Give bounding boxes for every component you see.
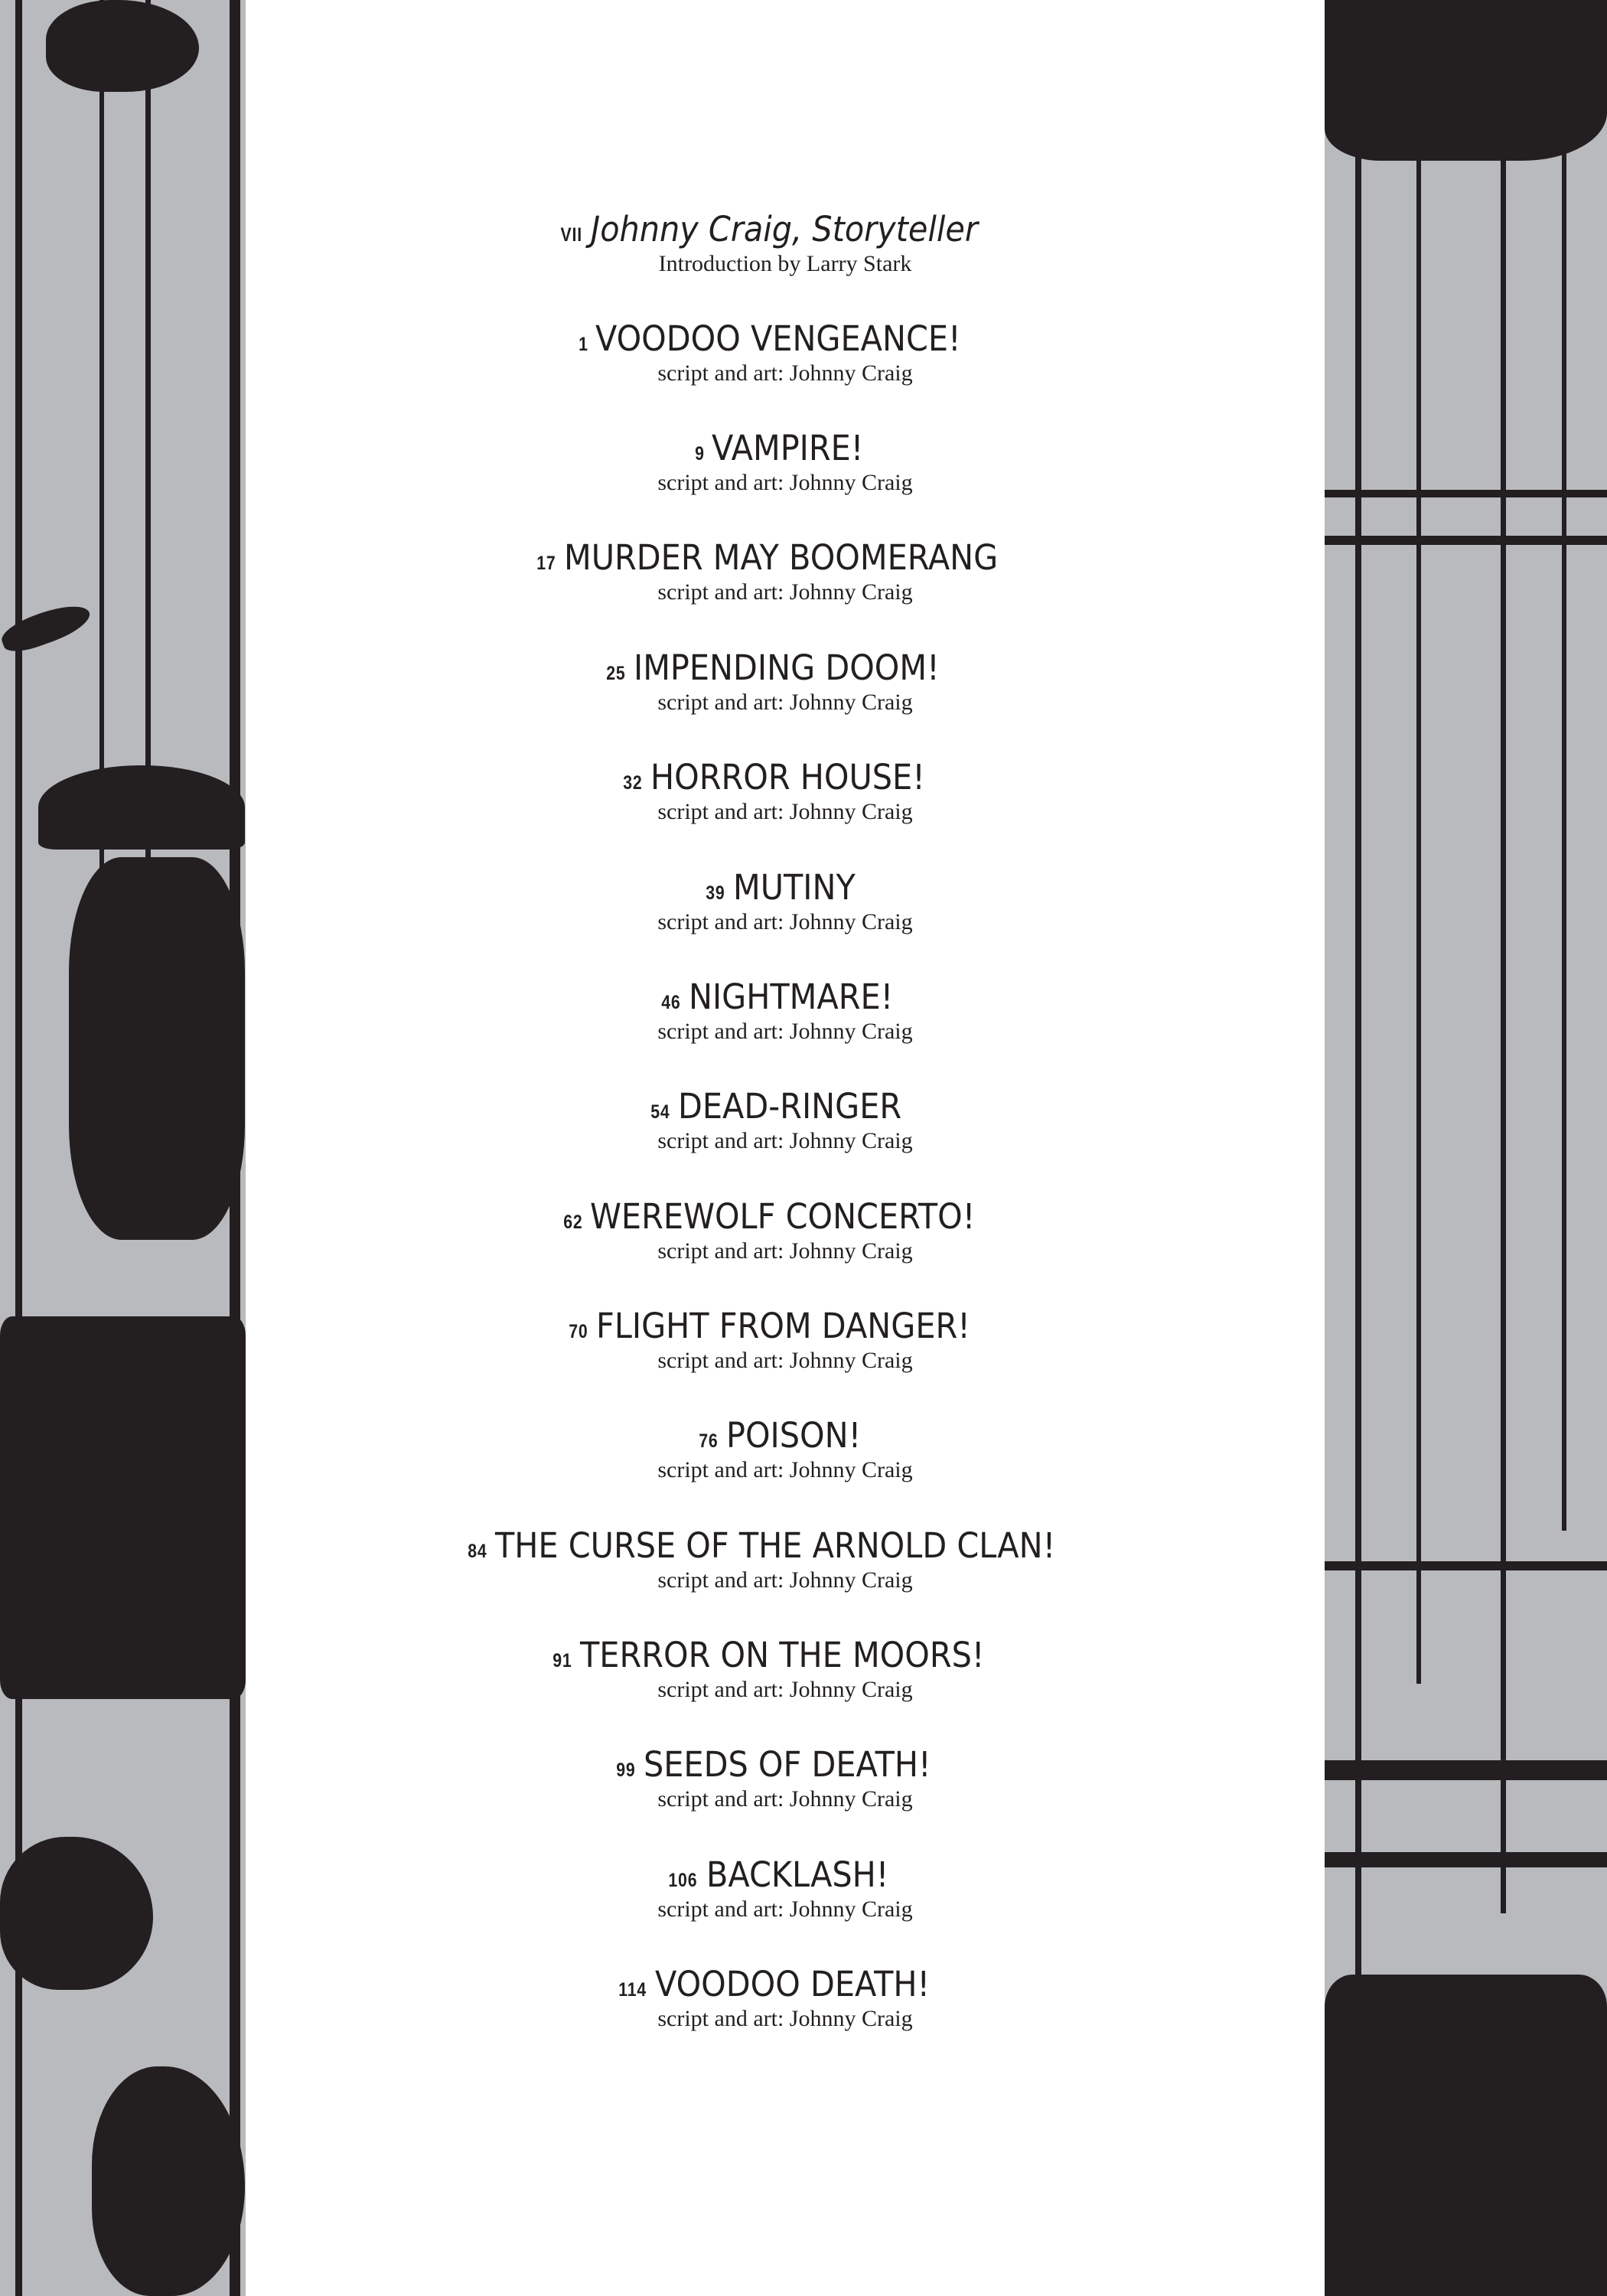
entry-title: POISON! xyxy=(726,1415,862,1456)
entry-subtitle: script and art: Johnny Craig xyxy=(657,1677,913,1702)
page-number: 106 xyxy=(668,1870,698,1891)
toc-entry[interactable] xyxy=(246,1743,1325,1812)
ink-blob xyxy=(1325,0,1607,161)
ink-line xyxy=(1501,153,1506,1913)
entry-subtitle: Introduction by Larry Stark xyxy=(658,251,912,276)
entry-title: NIGHTMARE! xyxy=(688,977,893,1017)
entry-subtitle: script and art: Johnny Craig xyxy=(657,909,913,934)
entry-title: IMPENDING DOOM! xyxy=(633,647,940,688)
entry-subtitle: script and art: Johnny Craig xyxy=(657,579,913,605)
ink-blob xyxy=(0,1837,153,1990)
ink-line xyxy=(1325,1561,1607,1570)
toc-entry[interactable] xyxy=(246,1525,1325,1593)
toc-entry[interactable] xyxy=(246,427,1325,496)
entry-subtitle: script and art: Johnny Craig xyxy=(657,1238,913,1264)
page-number: 62 xyxy=(562,1212,583,1233)
entry-title: BACKLASH! xyxy=(706,1854,889,1895)
ink-line xyxy=(1325,1852,1607,1867)
ink-line xyxy=(1325,536,1607,545)
entry-title: Johnny Craig, Storyteller xyxy=(590,209,978,249)
toc-entry[interactable] xyxy=(246,1634,1325,1703)
page-number: 46 xyxy=(661,992,681,1013)
ink-blob xyxy=(0,1316,246,1699)
entry-title: MURDER MAY BOOMERANG xyxy=(563,537,998,578)
entry-subtitle: script and art: Johnny Craig xyxy=(657,470,913,495)
page-number: 32 xyxy=(623,772,643,794)
toc-entry[interactable] xyxy=(246,1195,1325,1264)
entry-subtitle: script and art: Johnny Craig xyxy=(657,1896,913,1922)
entry-subtitle: script and art: Johnny Craig xyxy=(657,690,913,715)
entry-subtitle: script and art: Johnny Craig xyxy=(657,1786,913,1812)
toc-entry[interactable] xyxy=(246,866,1325,935)
entry-subtitle: script and art: Johnny Craig xyxy=(657,360,913,386)
page-number: 17 xyxy=(536,553,556,574)
left-illustration-panel xyxy=(0,0,246,2296)
entry-subtitle: script and art: Johnny Craig xyxy=(657,799,913,824)
entry-subtitle: script and art: Johnny Craig xyxy=(657,1457,913,1482)
page-number: 99 xyxy=(616,1760,636,1781)
ink-line xyxy=(1325,1760,1607,1780)
page-number: 70 xyxy=(569,1321,588,1342)
ink-blob xyxy=(92,2066,245,2296)
ink-blob xyxy=(0,598,94,658)
toc-entry[interactable] xyxy=(246,1305,1325,1374)
toc-entry[interactable] xyxy=(246,756,1325,825)
page-number: 54 xyxy=(650,1101,670,1123)
toc-entry[interactable] xyxy=(246,318,1325,386)
toc-entry[interactable] xyxy=(246,1963,1325,2032)
page-number: VII xyxy=(560,224,583,246)
toc-entry-intro[interactable] xyxy=(246,208,1325,277)
page-number: 114 xyxy=(618,1979,647,2001)
entry-title: VOODOO VENGEANCE! xyxy=(595,318,961,359)
page-number: 9 xyxy=(694,443,705,465)
toc-entry[interactable] xyxy=(246,1414,1325,1483)
entry-title: WEREWOLF CONCERTO! xyxy=(590,1196,976,1237)
entry-title: VOODOO DEATH! xyxy=(655,1964,931,2004)
right-illustration-panel xyxy=(1325,0,1607,2296)
entry-subtitle: script and art: Johnny Craig xyxy=(657,2006,913,2031)
page-number: 39 xyxy=(706,882,725,904)
ink-blob xyxy=(46,0,199,92)
ink-blob xyxy=(69,857,245,1240)
entry-title: HORROR HOUSE! xyxy=(650,757,925,797)
entry-title: MUTINY xyxy=(733,867,856,908)
toc-entry[interactable] xyxy=(246,1085,1325,1154)
page-number: 1 xyxy=(579,334,588,355)
ink-line xyxy=(1416,153,1421,1684)
page-number: 76 xyxy=(699,1430,719,1452)
toc-entry[interactable] xyxy=(246,536,1325,605)
toc-entry[interactable] xyxy=(246,1854,1325,1923)
entry-subtitle: script and art: Johnny Craig xyxy=(657,1567,913,1593)
ink-blob xyxy=(38,765,245,850)
page-number: 84 xyxy=(468,1541,487,1562)
entry-title: VAMPIRE! xyxy=(711,428,864,468)
toc-entry[interactable] xyxy=(246,647,1325,716)
entry-subtitle: script and art: Johnny Craig xyxy=(657,1128,913,1153)
entry-subtitle: script and art: Johnny Craig xyxy=(657,1019,913,1044)
ink-blob xyxy=(1325,1975,1607,2296)
page-number: 25 xyxy=(606,663,626,684)
ink-line xyxy=(1562,153,1566,1531)
entry-subtitle: script and art: Johnny Craig xyxy=(657,1348,913,1373)
entry-title: FLIGHT FROM DANGER! xyxy=(596,1306,971,1346)
toc-entry[interactable] xyxy=(246,976,1325,1045)
ink-line xyxy=(1325,490,1607,497)
entry-title: DEAD-RINGER xyxy=(678,1086,902,1127)
page-number: 91 xyxy=(553,1650,572,1671)
entry-title: SEEDS OF DEATH! xyxy=(643,1744,931,1785)
entry-title: TERROR ON THE MOORS! xyxy=(579,1635,985,1675)
entry-title: THE CURSE OF THE ARNOLD CLAN! xyxy=(494,1525,1056,1566)
